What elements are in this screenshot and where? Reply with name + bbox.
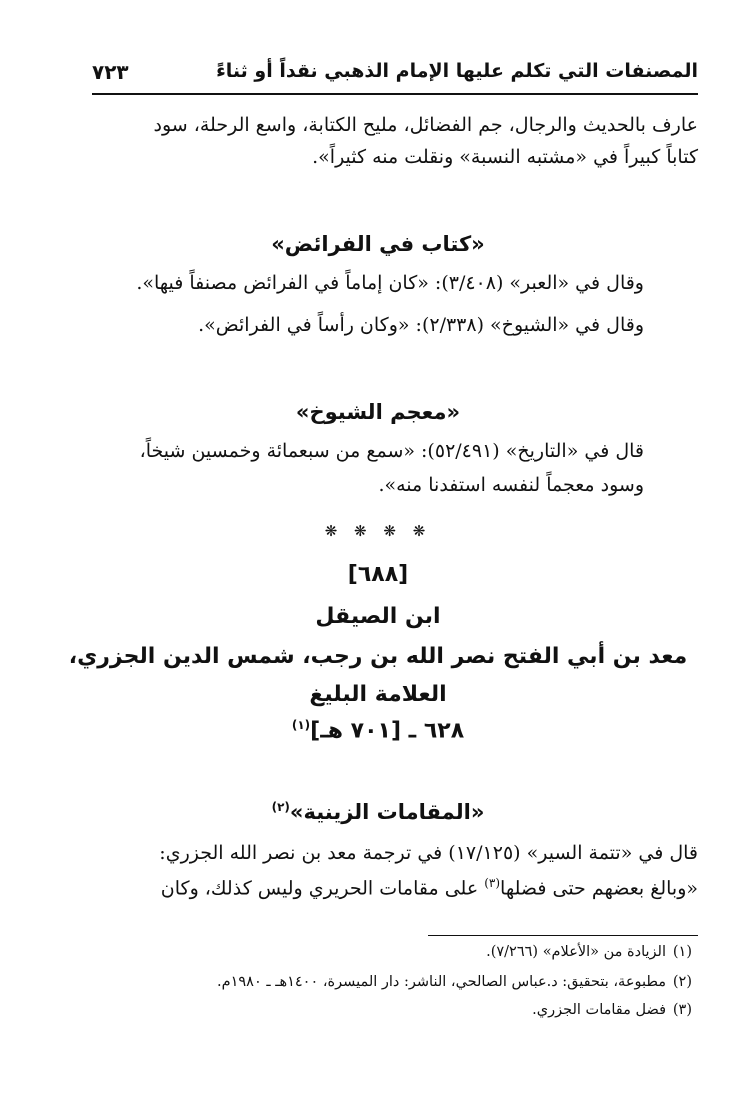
maqamat-line-2-part-a: «وبالغ بعضهم حتى فضلها: [500, 877, 698, 900]
footnote-2-text: مطبوعة، بتحقيق: د.عباس الصالحي، الناشر: دار الميسرة، ١٤٠٠هـ ـ ١٩٨٠م.: [216, 974, 666, 990]
header-rule: [92, 93, 698, 95]
footnote-3-number: (٣): [672, 1002, 692, 1018]
footnote-ref-3: (٣): [484, 876, 501, 890]
intro-line-2: كتاباً كبيراً في «مشتبه النسبة» ونقلت منه كثيراً».: [312, 146, 698, 168]
shuyukh-line-1: قال في «التاريخ» (٥٢/٤٩١): «سمع من سبعمائة وخمسين شيخاً،: [139, 440, 644, 462]
footnote-3: [96, 1002, 692, 1018]
footnote-ref-1: (١): [291, 718, 311, 732]
entry-fullname: معد بن أبي الفتح نصر الله بن رجب، شمس الدين الجزري،: [68, 644, 688, 669]
footnote-3-text: فضل مقامات الجزري.: [532, 1002, 666, 1018]
footnote-2-number: (٢): [672, 974, 692, 990]
header-title: المصنفات التي تكلم عليها الإمام الذهبي نقداً أو ثناءً: [216, 60, 698, 82]
running-header: [92, 56, 698, 92]
entry-title: العلامة البليغ: [309, 682, 447, 707]
maqamat-line-2-part-b: على مقامات الحريري وليس كذلك، وكان: [160, 877, 485, 900]
faraid-line-1: وقال في «العبر» (٣/٤٠٨): «كان إماماً في الفرائض مصنفاً فيها».: [136, 272, 644, 294]
footnote-1-text: الزيادة من «الأعلام» (٧/٢٦٦).: [486, 944, 666, 960]
section-ornaments: ❋ ❋ ❋ ❋: [324, 522, 432, 540]
maqamat-line-1: قال في «تتمة السير» (١٧/١٢٥) في ترجمة معد بن نصر الله الجزري:: [159, 842, 698, 864]
maqamat-heading-text: «المقامات الزينية»: [289, 800, 485, 824]
section-heading-faraid: «كتاب في الفرائض»: [271, 232, 485, 256]
entry-name: ابن الصيقل: [315, 604, 441, 629]
footnote-1-number: (١): [672, 944, 692, 960]
section-heading-maqamat: [0, 800, 756, 824]
section-heading-shuyukh: «معجم الشيوخ»: [295, 400, 461, 424]
footnote-1: [96, 944, 692, 960]
shuyukh-line-2: وسود معجماً لنفسه استفدنا منه».: [378, 474, 644, 496]
footnote-rule: [428, 935, 698, 936]
maqamat-line-2: [161, 876, 698, 899]
faraid-line-2: وقال في «الشيوخ» (٢/٣٣٨): «وكان رأساً في الفرائض».: [198, 314, 644, 336]
entry-number: [٦٨٨]: [347, 562, 409, 587]
entry-dates-text: ٦٢٨ ـ [٧٠١ هـ]: [310, 718, 465, 744]
footnote-ref-2: (٢): [271, 800, 290, 814]
intro-line-1: عارف بالحديث والرجال، جم الفضائل، مليح الكتابة، واسع الرحلة، سود: [153, 114, 698, 136]
page-number: ٧٢٣: [92, 60, 129, 84]
entry-dates: [0, 718, 756, 743]
footnote-2: [96, 974, 692, 990]
